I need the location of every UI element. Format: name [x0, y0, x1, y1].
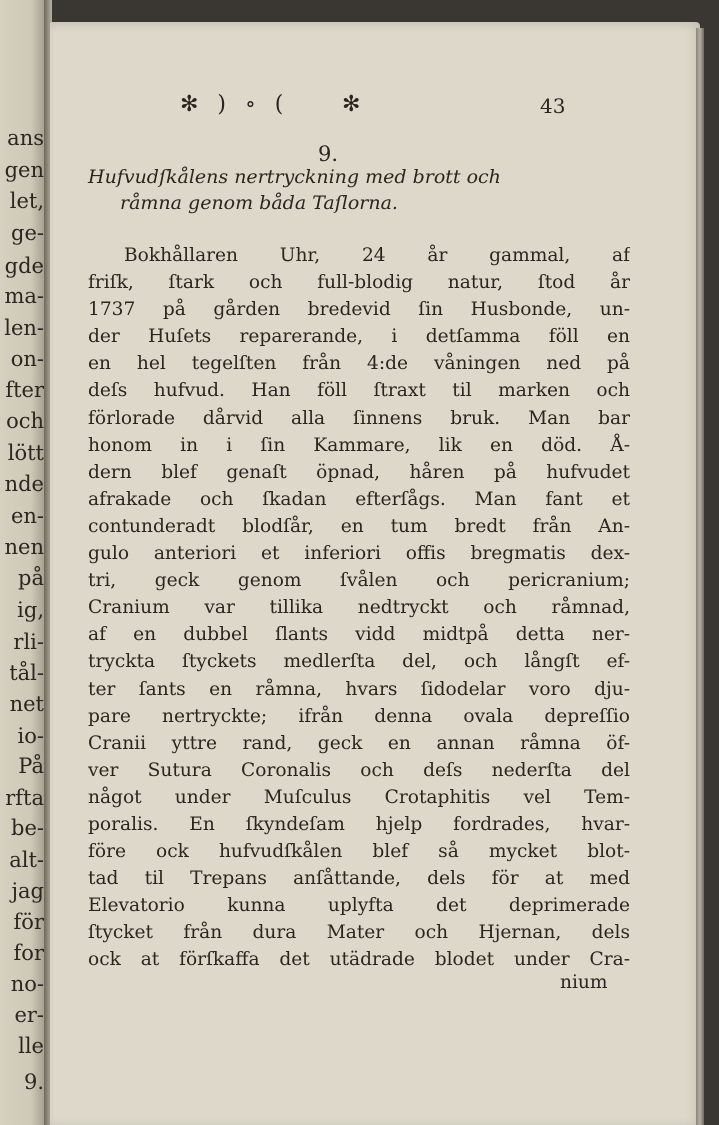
text-line: Elevatorio kunna uplyfta det deprimerade — [88, 895, 630, 917]
facing-page-line: net — [9, 692, 44, 716]
header-ornament-left: ✻ ) ∘ ( — [180, 92, 290, 117]
text-line: något under Muſculus Crotaphitis vel Tem- — [88, 786, 630, 808]
facing-page-line: ig, — [17, 598, 44, 622]
facing-page-line: on- — [10, 347, 44, 371]
header-ornament-right: ✻ — [342, 92, 367, 117]
text-line: gulo anteriori et inferiori offis bregmatis dex- — [88, 543, 630, 565]
text-line: honom in i ſin Kammare, lik en död. Å- — [88, 434, 630, 456]
text-line: dern blef genaſt öpnad, håren på hufvudet — [88, 461, 630, 483]
page-number: 43 — [540, 94, 566, 118]
catchword: nium — [560, 972, 608, 993]
facing-page-line: io- — [17, 724, 44, 748]
text-line: Bokhållaren Uhr, 24 år gammal, af — [124, 245, 630, 266]
text-line: der Huſets reparerande, i detſamma föll en — [88, 326, 630, 348]
text-line: pare nertryckte; ifrån denna ovala depreſſio — [88, 705, 630, 727]
text-line: af en dubbel ſlants vidd midtpå detta ner- — [88, 624, 630, 646]
facing-page-line: nen — [4, 535, 44, 559]
facing-page-line: let, — [9, 189, 44, 213]
text-line: Cranium var tillika nedtryckt och råmnad, — [88, 597, 630, 619]
facing-page-line: no- — [10, 972, 44, 996]
facing-page-line: en- — [10, 504, 44, 528]
facing-page-line: er- — [14, 1003, 44, 1027]
facing-page-line: ge- — [11, 221, 44, 245]
text-line: tri, geck genom ſvålen och pericranium; — [88, 570, 630, 592]
text-line: ver Sutura Coronalis och deſs nederſta del — [88, 759, 630, 781]
facing-page-line: jag — [11, 879, 44, 903]
text-line: ſtycket från dura Mater och Hjernan, dels — [88, 922, 630, 944]
section-title-line-1: Hufvudſkålens nertryckning med brott och — [88, 166, 501, 188]
facing-page-line: gen — [4, 158, 44, 182]
text-line: ter ſants en råmna, hvars ſidodelar voro dju- — [88, 678, 630, 700]
facing-page — [0, 0, 44, 1125]
text-line: tryckta ſtyckets medlerſta del, och långſt ef- — [88, 651, 630, 673]
facing-page-line: På — [18, 754, 44, 778]
text-line: Cranii yttre rand, geck en annan råmna öf- — [88, 732, 630, 754]
text-line: förlorade dårvid alla ſinnens bruk. Man bar — [88, 407, 630, 429]
text-line: afrakade och ſkadan efterſågs. Man fant et — [88, 488, 630, 510]
facing-page-line: ans — [7, 126, 44, 150]
body-text — [88, 242, 630, 974]
facing-page-line: gde — [4, 254, 44, 278]
text-line: före ock hufvudſkålen blef så mycket blot- — [88, 841, 630, 863]
facing-page-line: på — [18, 566, 44, 590]
facing-page-line: för — [13, 910, 44, 934]
facing-page-line: nde — [4, 472, 44, 496]
facing-page-line: 9. — [23, 1070, 44, 1094]
section-number: 9. — [318, 142, 339, 166]
facing-page-line: lött — [7, 441, 44, 465]
page-header — [180, 92, 580, 122]
facing-page-line: be- — [11, 816, 44, 840]
facing-page-line: rli- — [13, 630, 44, 654]
text-line: 1737 på gården bredevid ſin Husbonde, un- — [88, 299, 630, 321]
section-title-line-2: råmna genom båda Taſlorna. — [120, 192, 398, 214]
facing-page-line: fter — [5, 378, 44, 402]
text-line: poralis. En ſkyndeſam hjelp fordrades, hvar- — [88, 813, 630, 835]
facing-page-line: for — [13, 941, 44, 965]
text-line: deſs hufvud. Han föll ſtraxt til marken och — [88, 380, 630, 402]
text-line: ock at förſkaffa det utädrade blodet under Cra- — [88, 949, 630, 971]
facing-page-line: lle — [18, 1034, 44, 1058]
facing-page-line: tål- — [9, 661, 44, 685]
facing-page-line: rfta — [5, 786, 44, 810]
section-title — [88, 164, 618, 216]
facing-page-line: ma- — [4, 284, 44, 308]
text-line: en hel tegelſten från 4:de våningen ned på — [88, 353, 630, 375]
text-line: friſk, ſtark och full-blodig natur, ſtod år — [88, 272, 630, 294]
text-line: contunderadt blodſår, en tum bredt från An- — [88, 515, 630, 537]
text-line: tad til Trepans anſåttande, dels för at med — [88, 868, 630, 890]
facing-page-line: och — [6, 409, 44, 433]
facing-page-line: len- — [4, 316, 44, 340]
facing-page-line: alt- — [9, 848, 44, 872]
page-edge — [696, 28, 704, 1125]
